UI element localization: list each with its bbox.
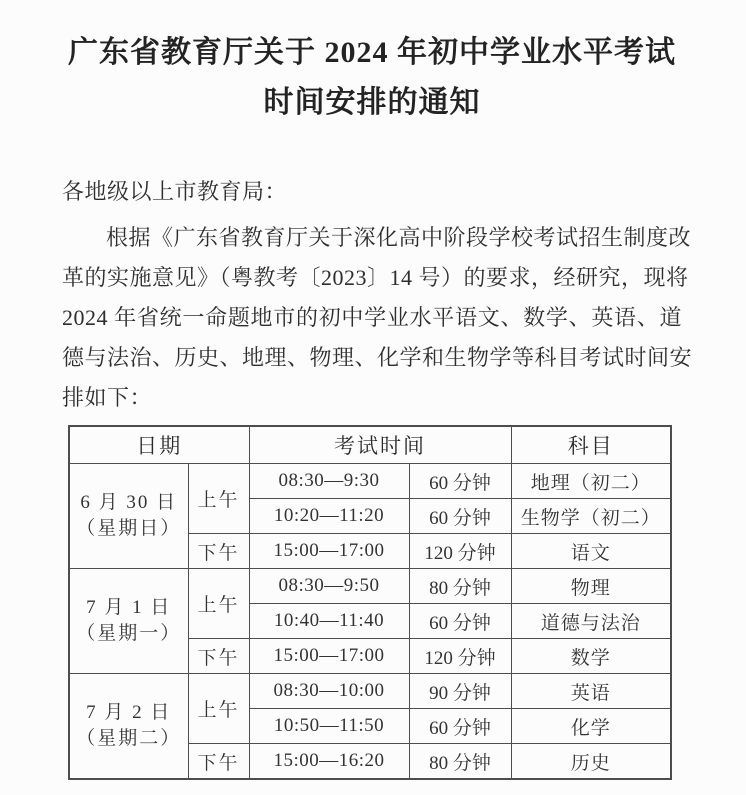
- salutation: 各地级以上市教育局：: [62, 179, 288, 204]
- session-cell: 上午: [188, 569, 249, 639]
- session-cell: 上午: [188, 464, 249, 534]
- exam-schedule-table: [68, 425, 672, 780]
- table-header-row: [69, 426, 671, 464]
- body-line: 排如下：: [62, 385, 153, 410]
- body-line: 根据《广东省教育厅关于深化高中阶段学校考试招生制度改: [106, 225, 692, 250]
- notice-title: [62, 28, 682, 128]
- header-time: 考试时间: [249, 426, 511, 464]
- header-subject: 科目: [511, 426, 671, 464]
- date-cell: [69, 674, 188, 780]
- date-text: 7 月 2 日: [86, 702, 172, 723]
- body-paragraph: [62, 218, 693, 418]
- time-cell: 08:30—9:30: [249, 464, 409, 499]
- weekday-text: （星期一）: [76, 623, 182, 644]
- date-cell: [69, 569, 188, 674]
- time-cell: 15:00—17:00: [249, 534, 409, 569]
- notice-title-line-1: 广东省教育厅关于 2024 年初中学业水平考试: [68, 36, 676, 69]
- weekday-text: （星期二）: [76, 728, 182, 749]
- weekday-text: （星期日）: [76, 518, 182, 539]
- duration-cell: 80 分钟: [409, 569, 511, 604]
- session-cell: 下午: [188, 639, 249, 674]
- time-cell: 10:20—11:20: [249, 499, 409, 534]
- subject-cell: 物理: [511, 569, 671, 604]
- session-cell: 上午: [188, 674, 249, 744]
- notice-title-line-2: 时间安排的通知: [263, 86, 481, 119]
- duration-cell: 60 分钟: [409, 464, 511, 499]
- time-cell: 08:30—10:00: [249, 674, 409, 709]
- duration-cell: 80 分钟: [409, 744, 511, 780]
- body-line: 2024 年省统一命题地市的初中学业水平语文、数学、英语、道: [62, 305, 682, 330]
- date-text: 7 月 1 日: [86, 597, 172, 618]
- subject-cell: 生物学（初二）: [511, 499, 671, 534]
- body-line: 革的实施意见》（粤教考〔2023〕14 号）的要求，经研究，现将: [62, 265, 689, 290]
- subject-cell: 数学: [511, 639, 671, 674]
- session-cell: 下午: [188, 534, 249, 569]
- duration-cell: 60 分钟: [409, 709, 511, 744]
- subject-cell: 历史: [511, 744, 671, 780]
- table-row: [69, 464, 671, 499]
- time-cell: 15:00—17:00: [249, 639, 409, 674]
- session-cell: 下午: [188, 744, 249, 780]
- subject-cell: 道德与法治: [511, 604, 671, 639]
- subject-cell: 化学: [511, 709, 671, 744]
- table-row: [69, 674, 671, 709]
- table-row: [69, 569, 671, 604]
- subject-cell: 语文: [511, 534, 671, 569]
- time-cell: 10:50—11:50: [249, 709, 409, 744]
- duration-cell: 120 分钟: [409, 534, 511, 569]
- subject-cell: 地理（初二）: [511, 464, 671, 499]
- duration-cell: 90 分钟: [409, 674, 511, 709]
- duration-cell: 120 分钟: [409, 639, 511, 674]
- subject-cell: 英语: [511, 674, 671, 709]
- time-cell: 10:40—11:40: [249, 604, 409, 639]
- body-line: 德与法治、历史、地理、物理、化学和生物学等科目考试时间安: [62, 345, 693, 370]
- duration-cell: 60 分钟: [409, 604, 511, 639]
- date-cell: [69, 464, 188, 569]
- time-cell: 08:30—9:50: [249, 569, 409, 604]
- time-cell: 15:00—16:20: [249, 744, 409, 780]
- header-date: 日期: [69, 426, 249, 464]
- duration-cell: 60 分钟: [409, 499, 511, 534]
- date-text: 6 月 30 日: [80, 492, 178, 513]
